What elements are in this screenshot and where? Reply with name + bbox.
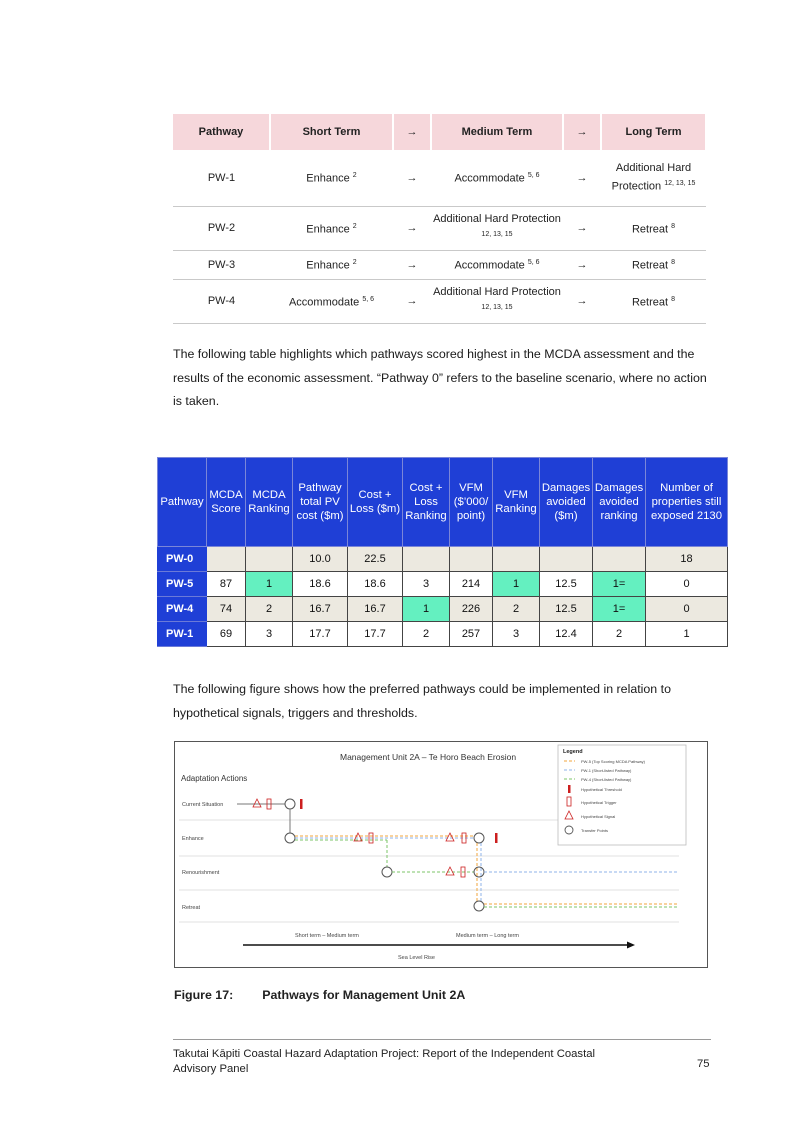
cell-pathway: PW-5	[158, 572, 207, 597]
signal-icon	[446, 833, 454, 841]
mcda-economic-table	[157, 457, 728, 647]
cell-highlighted: 1=	[593, 597, 646, 622]
term-label-short: Short term – Medium term	[295, 933, 359, 939]
adaptation-actions-label: Adaptation Actions	[181, 774, 248, 783]
cell: 18	[646, 547, 728, 572]
cell-medium: Accommodate $^{5, 6}$	[431, 250, 563, 279]
header-cell: Number of properties still exposed 2130	[646, 458, 728, 547]
table-row	[158, 572, 728, 597]
table-row	[173, 250, 706, 279]
table-row	[158, 622, 728, 647]
cell: 17.7	[293, 622, 348, 647]
cell-pathway: PW-4	[173, 279, 270, 323]
cell-arrow: →	[563, 279, 601, 323]
cell-arrow: →	[393, 250, 431, 279]
cell-medium: Additional Hard Protection $^{12, 13, 15}$	[431, 206, 563, 250]
intro-paragraph-mcda: The following table highlights which pathways scored highest in the MCDA assessment and the results of the economic assessment. “Pathway 0” refers to the baseline scenario, where no action is taken.	[173, 347, 707, 408]
cell: 18.6	[293, 572, 348, 597]
cell: 74	[207, 597, 246, 622]
cell-pathway: PW-1	[173, 150, 270, 206]
transfer-point-icon	[474, 901, 484, 911]
cell-highlighted: 1	[246, 572, 293, 597]
cell-long: Retreat $^8$	[601, 206, 706, 250]
header-short-term: Short Term	[270, 114, 393, 150]
legend-title: Legend	[563, 749, 583, 755]
page-number: 75	[697, 1058, 710, 1070]
cell: 18.6	[348, 572, 403, 597]
header-medium-term: Medium Term	[431, 114, 563, 150]
cell: 16.7	[348, 597, 403, 622]
cell	[593, 547, 646, 572]
cell: 12.4	[540, 622, 593, 647]
transfer-point-icon	[285, 799, 295, 809]
cell: 17.7	[348, 622, 403, 647]
cell-pathway: PW-0	[158, 547, 207, 572]
footer-divider	[173, 1039, 711, 1040]
legend-threshold-icon	[568, 785, 571, 793]
cell-pathway: PW-3	[173, 250, 270, 279]
legend-label: Hypothetical Threshold	[581, 787, 622, 792]
cell: 214	[450, 572, 493, 597]
header-cell: VFM Ranking	[493, 458, 540, 547]
cell-long: Retreat $^8$	[601, 250, 706, 279]
header-cell: Pathway total PV cost ($m)	[293, 458, 348, 547]
cell: 12.5	[540, 597, 593, 622]
figure-title: Management Unit 2A – Te Horo Beach Erosion	[340, 752, 517, 762]
transfer-point-icon	[474, 833, 484, 843]
footer-title: Takutai Kāpiti Coastal Hazard Adaptation Project: Report of the Independent Coastal Advisory Panel	[173, 1048, 596, 1075]
cell: 2	[593, 622, 646, 647]
cell: 3	[493, 622, 540, 647]
figure-caption	[174, 988, 465, 1002]
cell-short: Enhance $^2$	[270, 150, 393, 206]
header-cell: Damages avoided ($m)	[540, 458, 593, 547]
legend-label: Transfer Points	[581, 828, 608, 833]
header-long-term: Long Term	[601, 114, 706, 150]
cell-highlighted: 1	[403, 597, 450, 622]
cell: 2	[403, 622, 450, 647]
cell-pathway: PW-2	[173, 206, 270, 250]
cell-long: Retreat $^8$	[601, 279, 706, 323]
cell-medium: Accommodate $^{5, 6}$	[431, 150, 563, 206]
cell: 22.5	[348, 547, 403, 572]
transfer-point-icon	[382, 867, 392, 877]
cell-pathway: PW-4	[158, 597, 207, 622]
cell-arrow: →	[563, 206, 601, 250]
row-label-renourishment: Renourishment	[182, 870, 220, 876]
header-arrow-1: →	[393, 114, 431, 150]
cell-arrow: →	[393, 150, 431, 206]
caption-text: Pathways for Management Unit 2A	[262, 988, 466, 1002]
legend-label: PW-4 (Short-listed Pathway)	[581, 777, 632, 782]
header-cell: Pathway	[158, 458, 207, 547]
table-row	[173, 206, 706, 250]
cell	[403, 547, 450, 572]
pathways-figure	[174, 741, 708, 968]
cell: 12.5	[540, 572, 593, 597]
cell	[246, 547, 293, 572]
legend-label: Hypothetical Signal	[581, 814, 616, 819]
cell: 3	[246, 622, 293, 647]
cell: 257	[450, 622, 493, 647]
header-arrow-2: →	[563, 114, 601, 150]
cell-short: Accommodate $^{5, 6}$	[270, 279, 393, 323]
legend-label: PW-1 (Short-listed Pathway)	[581, 768, 632, 773]
header-cell: MCDA Score	[207, 458, 246, 547]
table-header-row	[173, 114, 706, 150]
transfer-point-icon	[285, 833, 295, 843]
cell: 0	[646, 572, 728, 597]
cell: 69	[207, 622, 246, 647]
table-row	[158, 597, 728, 622]
legend-label: PW-5 (Top Scoring MCDA Pathway)	[581, 759, 645, 764]
legend-transfer-point-icon	[565, 826, 573, 834]
table-row	[173, 150, 706, 206]
cell: 3	[403, 572, 450, 597]
cell-arrow: →	[393, 279, 431, 323]
cell-pathway: PW-1	[158, 622, 207, 647]
cell: 16.7	[293, 597, 348, 622]
cell: 0	[646, 597, 728, 622]
header-cell: VFM ($’000/ point)	[450, 458, 493, 547]
cell: 10.0	[293, 547, 348, 572]
cell: 87	[207, 572, 246, 597]
cell: 226	[450, 597, 493, 622]
pathway-sequence-table	[173, 114, 707, 324]
threshold-icon	[495, 833, 498, 843]
cell-highlighted: 1	[493, 572, 540, 597]
cell-arrow: →	[563, 150, 601, 206]
cell-long: Additional Hard Protection $^{12, 13, 15}$	[601, 150, 706, 206]
cell-short: Enhance $^2$	[270, 206, 393, 250]
row-label-current: Current Situation	[182, 802, 224, 808]
cell	[450, 547, 493, 572]
header-cell: MCDA Ranking	[246, 458, 293, 547]
cell-highlighted: 1=	[593, 572, 646, 597]
header-cell: Cost + Loss ($m)	[348, 458, 403, 547]
threshold-icon	[300, 799, 303, 809]
cell-arrow: →	[393, 206, 431, 250]
cell-medium: Additional Hard Protection $^{12, 13, 15}$	[431, 279, 563, 323]
axis-label: Sea Level Rise	[398, 955, 435, 961]
row-label-enhance: Enhance	[182, 836, 204, 842]
cell: 2	[493, 597, 540, 622]
row-label-retreat: Retreat	[182, 905, 201, 911]
caption-number: Figure 17:	[174, 988, 234, 1002]
axis-arrowhead-icon	[627, 942, 635, 949]
cell: 1	[646, 622, 728, 647]
table-row	[158, 547, 728, 572]
cell	[540, 547, 593, 572]
cell: 2	[246, 597, 293, 622]
intro-paragraph-figure: The following figure shows how the preferred pathways could be implemented in relation to hypothetical signals, triggers and thresholds.	[173, 682, 671, 720]
cell-arrow: →	[563, 250, 601, 279]
cell-short: Enhance $^2$	[270, 250, 393, 279]
term-label-long: Medium term – Long term	[456, 933, 519, 939]
header-pathway: Pathway	[173, 114, 270, 150]
header-cell: Damages avoided ranking	[593, 458, 646, 547]
transfer-point-icon	[474, 867, 484, 877]
signal-icon	[446, 867, 454, 875]
pathways-diagram	[175, 742, 707, 967]
legend-label: Hypothetical Trigger	[581, 800, 617, 805]
cell	[207, 547, 246, 572]
table-row	[173, 279, 706, 323]
cell	[493, 547, 540, 572]
header-cell: Cost + Loss Ranking	[403, 458, 450, 547]
signal-icon	[253, 799, 261, 807]
table-header-row	[158, 458, 728, 547]
